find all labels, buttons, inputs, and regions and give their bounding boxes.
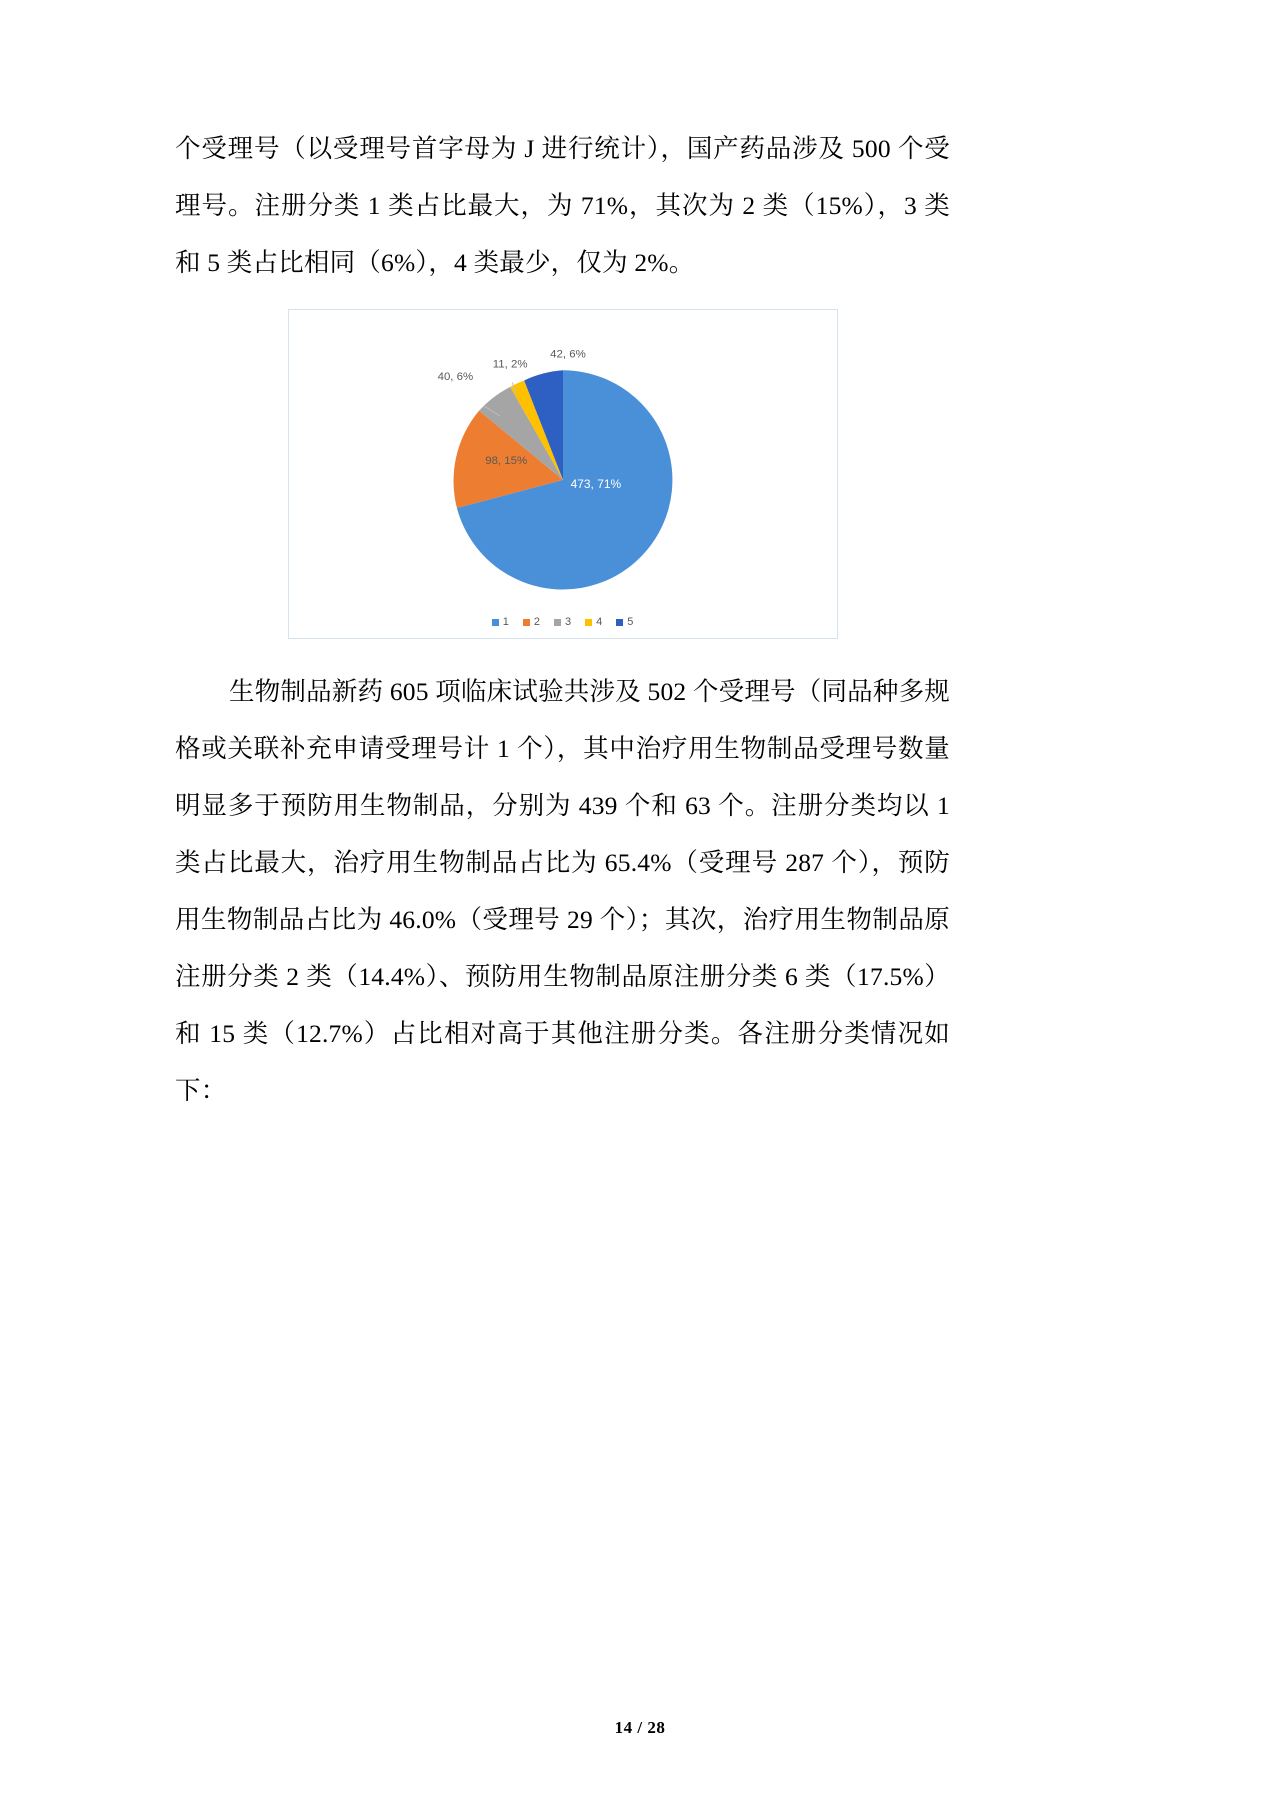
paragraph-2: 生物制品新药 605 项临床试验共涉及 502 个受理号（同品种多规格或关联补充申请受理号计 1 个），其中治疗用生物制品受理号数量明显多于预防用生物制品，分别为 439 个和 63 个。注册分类均以 1 类占比最大，治疗用生物制品占比为 65.4%（受理号 287 个），预防用生物制品占比为 46.0%（受理号 29 个）；其次，治疗用生物制品原注册分类 2 类（14.4%）、预防用生物制品原注册分类 6 类（17.5%）和 15 类（12.7%）占比相对高于其他注册分类。各注册分类情况如下：: [175, 677, 950, 1105]
legend-label: 3: [564, 616, 572, 628]
pie-area: [289, 310, 837, 590]
pie-label-2: 98, 15%: [484, 454, 527, 467]
legend-label: 2: [533, 616, 540, 628]
legend-swatch-icon: [616, 619, 623, 626]
pie-label-5: 42, 6%: [549, 348, 586, 361]
legend-label: 1: [502, 616, 509, 628]
pie-label-1: 473, 71%: [570, 476, 621, 491]
pie-chart-svg: [289, 310, 837, 590]
legend-item-5: [616, 616, 633, 628]
legend-label: 4: [596, 616, 603, 628]
legend-label: 5: [627, 616, 634, 628]
pie-chart-figure: [175, 309, 950, 639]
paragraph-1: 个受理号（以受理号首字母为 J 进行统计），国产药品涉及 500 个受理号。注册分类 1 类占比最大，为 71%，其次为 2 类（15%），3 类和 5 类占比相同（6%），4 类最少，仅为 2%。: [175, 134, 950, 277]
legend-swatch-icon: [492, 619, 499, 626]
legend-item-2: [523, 616, 540, 628]
legend-item-3: [554, 616, 571, 628]
pie-label-3: 40, 6%: [437, 371, 473, 384]
legend-item-1: [492, 616, 509, 628]
page-number: 14 / 28: [614, 1718, 666, 1737]
pie-label-4: 11, 2%: [492, 358, 528, 371]
legend-item-4: [585, 616, 602, 628]
page-content: [175, 120, 950, 1119]
legend-swatch-icon: [585, 619, 592, 626]
chart-container: [288, 309, 838, 639]
legend-swatch-icon: [523, 619, 530, 626]
chart-legend: [289, 616, 837, 628]
legend-swatch-icon: [554, 619, 561, 626]
